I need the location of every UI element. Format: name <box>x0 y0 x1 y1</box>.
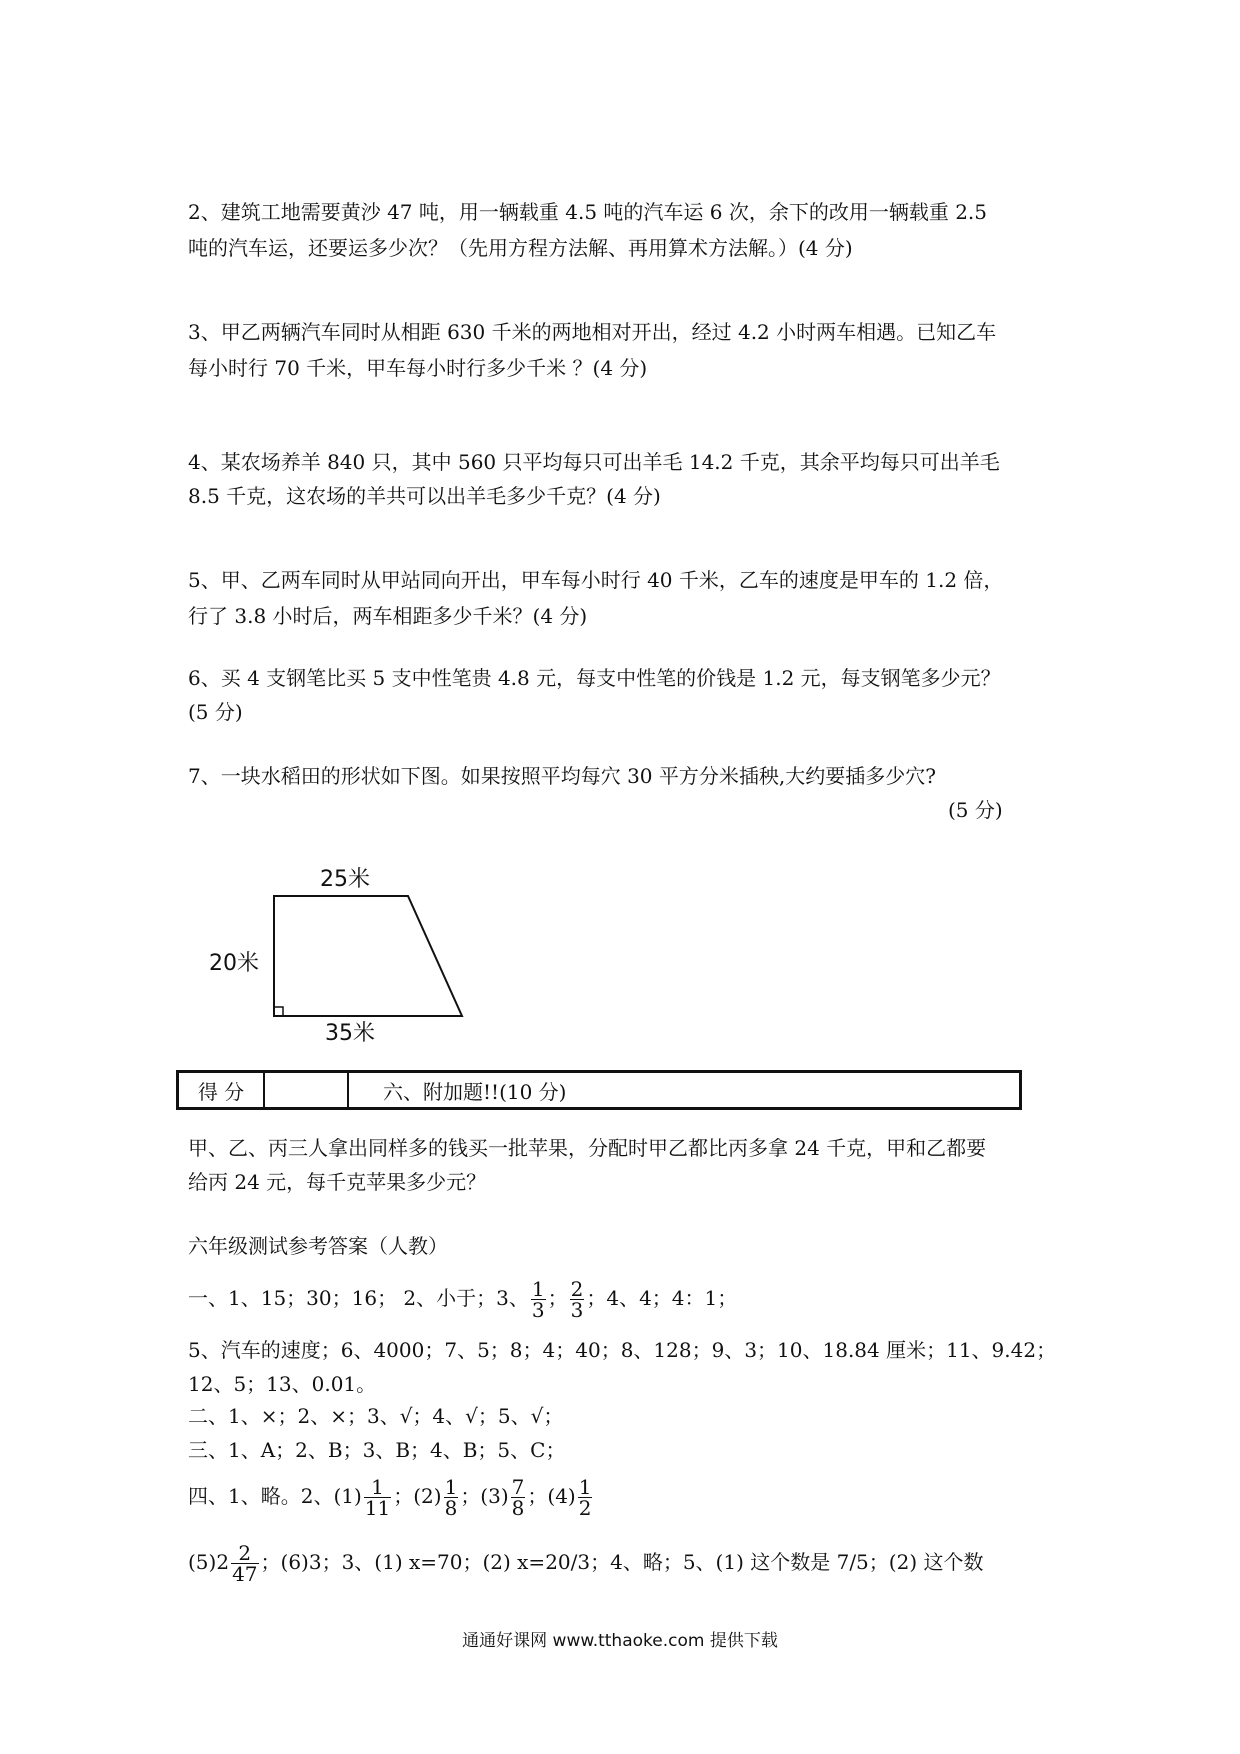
q3-line2: 每小时行 70 千米，甲车每小时行多少千米 ？(4 分) <box>188 356 648 380</box>
answers-line3: 12、5；13、0.01。 <box>188 1372 377 1396</box>
answers-line6-c: ；(3) <box>460 1484 509 1508</box>
footer-credit: 通通好课网 www.tthaoke.com 提供下载 <box>462 1631 778 1651</box>
fraction-1-11: $\frac{1}{11}$ <box>364 1475 391 1520</box>
q5-line2: 行了 3.8 小时后，两车相距多少千米？(4 分) <box>188 604 588 628</box>
answers-line1-c: ；4、4；4：1； <box>586 1286 738 1310</box>
trapezoid-shape <box>274 896 462 1016</box>
score-box[interactable] <box>265 1073 349 1107</box>
q6-line2: (5 分) <box>188 700 243 724</box>
answers-line4: 二、1、×；2、×；3、√；4、√；5、√； <box>188 1404 564 1428</box>
fraction-2-47: $\frac{2}{47}$ <box>232 1541 258 1586</box>
section-title: 六、附加题!!(10 分) <box>383 1079 567 1104</box>
fraction-2-3: $\frac{2}{3}$ <box>570 1277 584 1322</box>
q2-line1: 2、建筑工地需要黄沙 47 吨，用一辆载重 4.5 吨的汽车运 6 次，余下的改用一辆载重 2.5 <box>188 200 988 224</box>
answers-line7-b: ；(6)3；3、(1) x=70；(2) x=20/3；4、略；5、(1) 这个数是 7/5；(2) 这个数 <box>260 1550 984 1574</box>
answers-line6 <box>188 1476 1068 1518</box>
q7-score: (5 分) <box>948 798 1003 822</box>
answers-line6-d: ；(4) <box>527 1484 576 1508</box>
answers-line1 <box>188 1278 1068 1320</box>
bonus-line1: 甲、乙、丙三人拿出同样多的钱买一批苹果，分配时甲乙都比丙多拿 24 千克，甲和乙都要 <box>188 1136 987 1160</box>
q6-line1: 6、买 4 支钢笔比买 5 支中性笔贵 4.8 元，每支中性笔的价钱是 1.2 元，每支钢笔多少元？ <box>188 666 1001 690</box>
fraction-7-8: $\frac{7}{8}$ <box>511 1475 525 1520</box>
answers-line7 <box>188 1542 1068 1584</box>
q5-line1: 5、甲、乙两车同时从甲站同向开出，甲车每小时行 40 千米，乙车的速度是甲车的 1.2 倍， <box>188 568 1004 592</box>
left-length-label: 20米 <box>209 951 259 976</box>
top-length-label: 25米 <box>320 867 370 892</box>
answers-line5: 三、1、A；2、B；3、B；4、B；5、C； <box>188 1438 566 1462</box>
q7-line1: 7、一块水稻田的形状如下图。如果按照平均每穴 30 平方分米插秧,大约要插多少穴? <box>188 764 936 788</box>
score-label: 得 分 <box>179 1073 265 1107</box>
q3-line1: 3、甲乙两辆汽车同时从相距 630 千米的两地相对开出，经过 4.2 小时两车相遇。已知乙车 <box>188 320 997 344</box>
answers-line1-a: 一、1、15；30；16； 2、小于；3、 <box>188 1286 529 1310</box>
answers-line6-b: ；(2) <box>393 1484 442 1508</box>
answers-line2: 5、汽车的速度；6、4000；7、5；8；4；40；8、128；9、3；10、18.84 厘米；11、9.42； <box>188 1338 1057 1362</box>
fraction-1-2: $\frac{1}{2}$ <box>578 1475 592 1520</box>
right-angle-mark <box>274 1007 283 1016</box>
answers-line6-a: 四、1、略。2、(1) <box>188 1484 362 1508</box>
fraction-1-3: $\frac{1}{3}$ <box>531 1277 545 1322</box>
fraction-1-8: $\frac{1}{8}$ <box>444 1475 458 1520</box>
q4-line2: 8.5 千克，这农场的羊共可以出羊毛多少千克？(4 分) <box>188 484 661 508</box>
answers-title: 六年级测试参考答案（人教） <box>188 1234 448 1258</box>
bonus-line2: 给丙 24 元，每千克苹果多少元？ <box>188 1170 487 1194</box>
q2-line2: 吨的汽车运，还要运多少次？（先用方程方法解、再用算术方法解。）(4 分) <box>188 236 853 260</box>
bottom-length-label: 35米 <box>325 1021 375 1046</box>
score-table <box>176 1070 1022 1110</box>
answers-line7-a: (5)2 <box>188 1550 230 1574</box>
answers-line1-b: ； <box>547 1286 568 1310</box>
q4-line1: 4、某农场养羊 840 只，其中 560 只平均每只可出羊毛 14.2 千克，其余平均每只可出羊毛 <box>188 450 1000 474</box>
